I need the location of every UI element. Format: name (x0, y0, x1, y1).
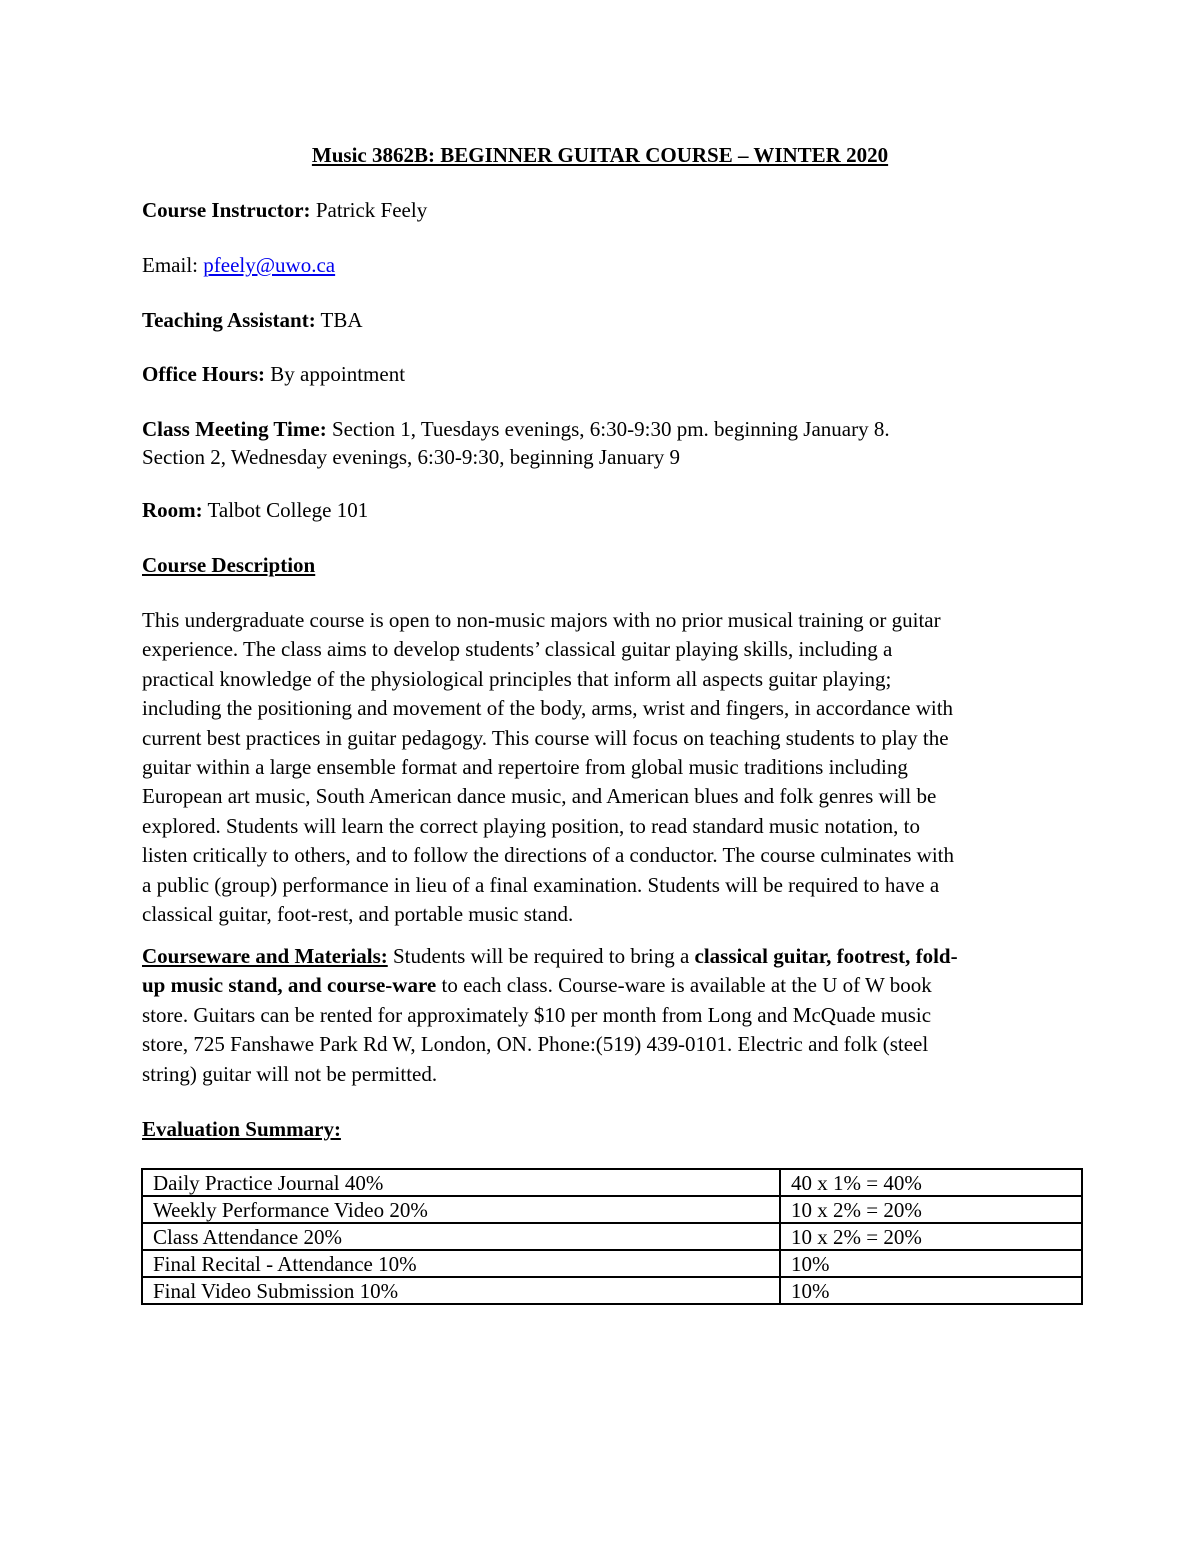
courseware-line: store. Guitars can be rented for approximately $10 per month from Long and McQuade music (142, 1002, 932, 1027)
table-row (142, 1277, 1082, 1304)
courseware-text: Students will be required to bring a (387, 944, 695, 968)
courseware-line: store, 725 Fanshawe Park Rd W, London, ON. Phone:(519) 439-0101. Electric and folk (steel (142, 1032, 929, 1057)
courseware-line: string) guitar will not be permitted. (142, 1061, 438, 1086)
email-link[interactable]: pfeely@uwo.ca (203, 253, 336, 277)
email-label: Email: (142, 253, 204, 277)
description-line: current best practices in guitar pedagogy. This course will focus on teaching students to play the (142, 725, 949, 750)
instructor-value: Patrick Feely (310, 198, 428, 222)
description-line: guitar within a large ensemble format and repertoire from global music traditions including (142, 755, 908, 780)
instructor-line (142, 198, 427, 223)
meeting-time-section2: Section 2, Wednesday evenings, 6:30-9:30, beginning January 9 (142, 445, 680, 469)
email-line (142, 253, 335, 278)
eval-item-cell: Weekly Performance Video 20% (142, 1196, 780, 1223)
room-line (142, 498, 368, 523)
ta-line (142, 308, 363, 333)
eval-item-cell: Class Attendance 20% (142, 1223, 780, 1250)
course-description-body (142, 606, 1062, 929)
description-line: a public (group) performance in lieu of a final examination. Students will be required to have a (142, 872, 940, 897)
description-line: explored. Students will learn the correct playing position, to read standard music notation, to (142, 813, 920, 838)
description-line: including the positioning and movement of the body, arms, wrist and fingers, in accordance with (142, 696, 954, 721)
eval-calc-cell: 10 x 2% = 20% (780, 1196, 1082, 1223)
meeting-time-label: Class Meeting Time: (142, 417, 327, 441)
table-row (142, 1169, 1082, 1196)
evaluation-heading: Evaluation Summary: (142, 1117, 341, 1141)
description-line: European art music, South American dance music, and American blues and folk genres will be (142, 784, 937, 809)
courseware-section (142, 942, 1062, 1089)
courseware-text: to each class. Course-ware is available at the U of W book (436, 973, 932, 998)
office-hours-line (142, 362, 405, 387)
table-row (142, 1250, 1082, 1277)
meeting-time-line (142, 417, 890, 442)
course-description-heading: Course Description (142, 553, 316, 577)
eval-calc-cell: 10% (780, 1250, 1082, 1277)
document-title: Music 3862B: BEGINNER GUITAR COURSE – WINTER 2020 (311, 143, 889, 167)
courseware-bold-text: up music stand, and course-ware (142, 973, 437, 998)
description-line: This undergraduate course is open to non-music majors with no prior musical training or guitar (142, 608, 941, 632)
table-row (142, 1223, 1082, 1250)
meeting-time-section1: Section 1, Tuesdays evenings, 6:30-9:30 pm. beginning January 8. (326, 417, 890, 441)
description-line: classical guitar, foot-rest, and portable music stand. (142, 902, 574, 927)
evaluation-table (141, 1168, 1083, 1305)
eval-item-cell: Final Video Submission 10% (142, 1277, 780, 1304)
ta-value: TBA (315, 308, 363, 332)
room-label: Room: (142, 498, 203, 522)
eval-calc-cell: 40 x 1% = 40% (780, 1169, 1082, 1196)
eval-calc-cell: 10 x 2% = 20% (780, 1223, 1082, 1250)
description-line: experience. The class aims to develop students’ classical guitar playing skills, including a (142, 637, 893, 662)
courseware-heading: Courseware and Materials: (142, 944, 388, 968)
eval-item-cell: Daily Practice Journal 40% (142, 1169, 780, 1196)
ta-label: Teaching Assistant: (142, 308, 316, 332)
courseware-line (142, 942, 1062, 971)
table-row (142, 1196, 1082, 1223)
office-hours-label: Office Hours: (142, 362, 266, 386)
eval-item-cell: Final Recital - Attendance 10% (142, 1250, 780, 1277)
description-line: practical knowledge of the physiological principles that inform all aspects guitar playing; (142, 666, 892, 691)
office-hours-value: By appointment (265, 362, 406, 386)
instructor-label: Course Instructor: (142, 198, 311, 222)
description-line: listen critically to others, and to follow the directions of a conductor. The course culminates with (142, 843, 954, 868)
room-value: Talbot College 101 (202, 498, 369, 522)
eval-calc-cell: 10% (780, 1277, 1082, 1304)
courseware-bold-text: classical guitar, footrest, fold- (694, 944, 958, 968)
courseware-line (142, 971, 1062, 1000)
